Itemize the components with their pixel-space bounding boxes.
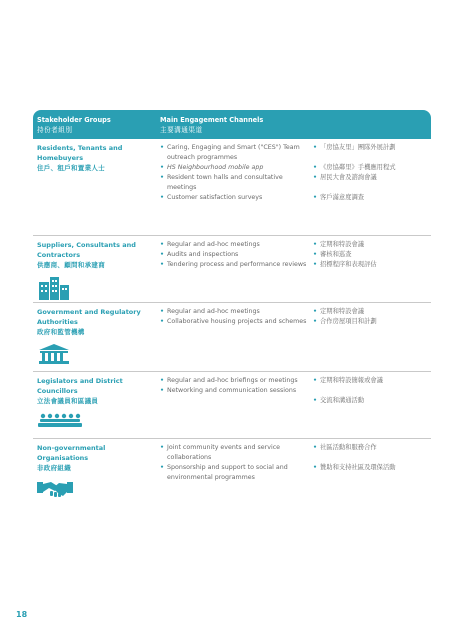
channels-zh: [313, 307, 431, 327]
buildings-icon: [37, 276, 71, 300]
channel-item: • HS Neighbourhood mobile app: [160, 163, 310, 173]
channel-item-zh: • 交流和溝通活動: [313, 396, 431, 406]
group-name-en: Non-governmental Organisations: [37, 444, 106, 462]
channel-item-zh: • 居民大會及諮詢會議: [313, 173, 431, 193]
stakeholder-cell: [37, 376, 149, 428]
header-col1-en: Stakeholder Groups: [37, 116, 111, 124]
channel-item-zh: • 合作房屋項目和計劃: [313, 317, 431, 327]
stakeholder-cell: [37, 143, 149, 173]
group-name-en: Legislators and District Councillors: [37, 377, 123, 395]
channel-item: • Customer satisfaction surveys: [160, 193, 310, 203]
channel-item: • Networking and communication sessions: [160, 386, 310, 396]
table-row: [33, 372, 431, 439]
channel-item: • Collaborative housing projects and schemes: [160, 317, 310, 327]
group-name-en: Suppliers, Consultants and Contractors: [37, 241, 136, 259]
channel-item: • Regular and ad-hoc briefings or meetings: [160, 376, 310, 386]
header-col2-zh: 主要溝通渠道: [160, 126, 203, 134]
table-header: [33, 110, 431, 139]
channel-item-zh: • 定期和特設會議: [313, 307, 431, 317]
channels-en: [160, 376, 310, 396]
channels-en: [160, 143, 310, 203]
header-engagement-channels: [160, 115, 263, 135]
header-stakeholder-groups: [37, 115, 111, 135]
group-name-zh: 供應商、顧問和承建商: [37, 261, 105, 269]
stakeholder-cell: [37, 443, 149, 501]
channel-item-zh: • 贊助和支持社區及環保活動: [313, 463, 431, 473]
channel-item-zh: • 定期和特設會議: [313, 240, 431, 250]
channel-item-zh: • 定期和特設簡報或會議: [313, 376, 431, 396]
table-row: [33, 139, 431, 236]
channel-item: • Joint community events and service collaborations: [160, 443, 310, 463]
channels-en: [160, 307, 310, 327]
channel-item-zh: • 客戶滿意度調查: [313, 193, 431, 203]
channels-zh: [313, 240, 431, 270]
channel-item: • Caring, Engaging and Smart ("CES") Team outreach programmes: [160, 143, 310, 163]
channel-item: • Resident town halls and consultative meetings: [160, 173, 310, 193]
group-name-en: Residents, Tenants and Homebuyers: [37, 144, 123, 162]
channels-zh: [313, 143, 431, 203]
channels-zh: [313, 376, 431, 406]
channel-item: • Sponsorship and support to social and environmental programmes: [160, 463, 310, 483]
group-name-zh: 非政府組織: [37, 464, 71, 472]
channel-item-zh: • 《房協鄰里》手機應用程式: [313, 163, 431, 173]
table-row: [33, 236, 431, 303]
group-name-zh: 政府和監管機構: [37, 328, 85, 336]
channel-item: • Tendering process and performance reviews: [160, 260, 310, 270]
stakeholder-cell: [37, 240, 149, 300]
header-col2-en: Main Engagement Channels: [160, 116, 264, 124]
group-name-en: Government and Regulatory Authorities: [37, 308, 141, 326]
channel-item: • Regular and ad-hoc meetings: [160, 240, 310, 250]
handshake-icon: [37, 479, 73, 501]
channel-item-zh: • 招標程序和表現評估: [313, 260, 431, 270]
channel-item: • Regular and ad-hoc meetings: [160, 307, 310, 317]
channel-item-zh: • 「房協友里」團隊外展計劃: [313, 143, 431, 163]
table-row: [33, 303, 431, 372]
government-building-icon: [37, 343, 71, 365]
channels-zh: [313, 443, 431, 473]
channels-en: [160, 240, 310, 270]
table-row: [33, 439, 431, 511]
channel-item: • Audits and inspections: [160, 250, 310, 260]
header-col1-zh: 持份者組別: [37, 126, 73, 134]
channel-item-zh: • 審核和巡查: [313, 250, 431, 260]
stakeholder-table: [33, 110, 431, 511]
channel-item-zh: • 社區活動和服務合作: [313, 443, 431, 463]
council-icon: [37, 412, 83, 428]
group-name-zh: 住戶、租戶和置業人士: [37, 164, 105, 172]
group-name-zh: 立法會議員和區議員: [37, 397, 99, 405]
stakeholder-cell: [37, 307, 149, 365]
page-number: 18: [16, 610, 28, 619]
channels-en: [160, 443, 310, 483]
